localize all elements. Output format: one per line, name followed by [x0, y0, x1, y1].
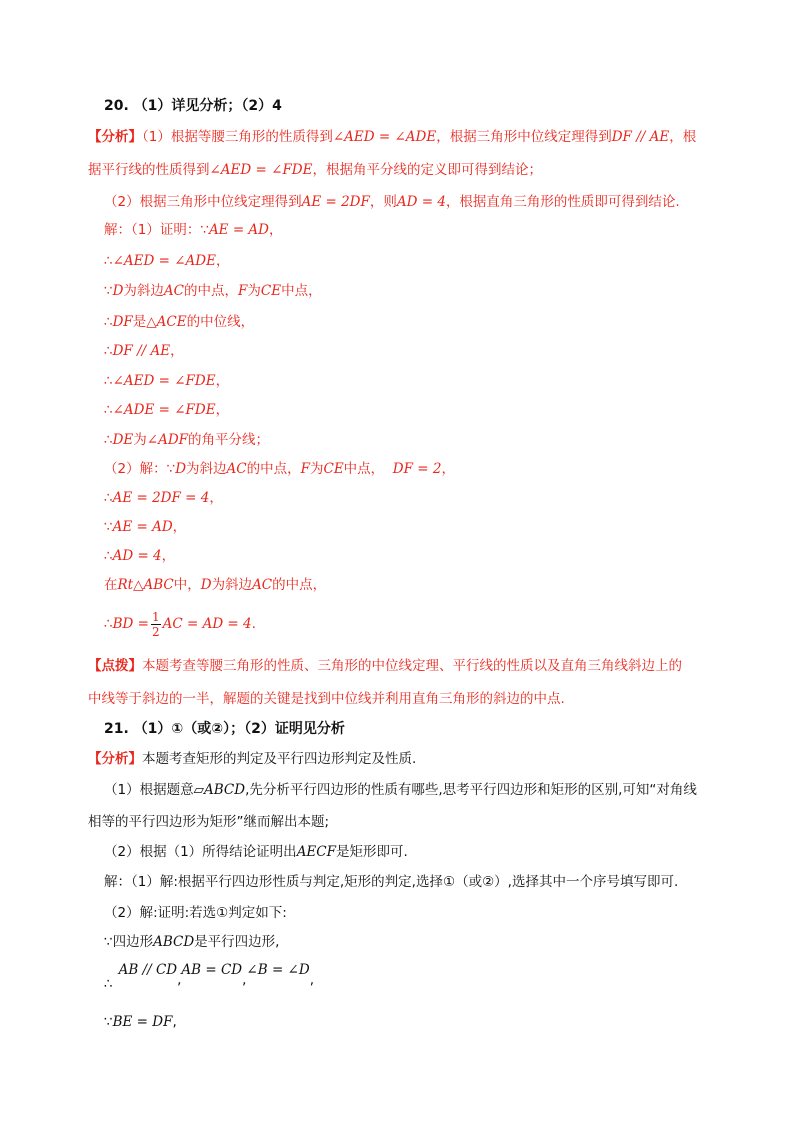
separator: , — [177, 972, 182, 988]
therefore-symbol: ∴ — [104, 343, 113, 359]
math: AC — [163, 283, 185, 299]
q20-tip-line1 — [88, 656, 682, 676]
math: AC = AD = 4 — [162, 616, 252, 632]
solution-text: 中点， — [343, 461, 385, 477]
math: ABCD — [153, 934, 195, 950]
q20-analysis-line1 — [88, 127, 696, 147]
solution-text: 为 — [247, 283, 261, 299]
because-symbol: ∵ — [104, 519, 113, 535]
solution-text: 为斜边 — [186, 461, 227, 477]
analysis-text: （1）根据题意 — [104, 782, 194, 798]
q20-solution-line7 — [104, 400, 229, 420]
analysis-text: ，根据直角三角形的性质即可得到结论. — [445, 194, 680, 210]
q21-solution-line3 — [104, 932, 279, 952]
q20-analysis-line2 — [88, 160, 542, 180]
solution-text: 的中点， — [184, 283, 239, 299]
because-symbol: ∵ — [104, 1014, 113, 1030]
q20-solution-line5 — [104, 341, 184, 361]
solution-text: 在 — [104, 577, 118, 593]
math: F — [300, 461, 310, 477]
analysis-text: ，根 — [669, 129, 697, 145]
q21-solution-line2: （2）解:证明:若选①判定如下: — [104, 905, 287, 921]
q20-solution-line1 — [104, 220, 283, 240]
tip-text: 中线等于斜边的一半，解题的关键是找到中位线并利用直角三角形的斜边的中点. — [88, 691, 565, 707]
math: AD = 4 — [112, 548, 162, 564]
analysis-text: ，根据角平分线的定义即可得到结论； — [312, 162, 542, 178]
therefore-symbol: ∴ — [104, 548, 113, 564]
math: △ACE — [146, 314, 187, 330]
solution-text: ， — [172, 519, 187, 535]
q20-solution-line4 — [104, 312, 254, 332]
q20-solution-line6 — [104, 371, 229, 391]
math: AD = 4 — [396, 194, 446, 210]
math: ∠AED = ∠ADE — [332, 129, 437, 145]
solution-text: 中， — [173, 577, 201, 593]
math: CE — [323, 461, 344, 477]
therefore-symbol: ∴ — [104, 253, 113, 269]
q20-solution-line9 — [104, 459, 455, 479]
solution-text: ， — [441, 461, 455, 477]
solution-text: , — [172, 1014, 177, 1030]
math: DF = 2 — [392, 461, 442, 477]
solution-text: ， — [161, 548, 176, 564]
analysis-text: 据平行线的性质得到 — [88, 162, 210, 178]
q21-analysis-line0 — [88, 749, 416, 769]
solution-text: 为 — [133, 432, 147, 448]
q20-header: 20. （1）详见分析；（2）4 — [104, 98, 282, 114]
tip-text: 本题考查等腰三角形的性质、三角形的中位线定理、平行线的性质以及直角三角线斜边上的 — [142, 658, 682, 674]
solution-text: ， — [215, 402, 230, 418]
separator: , — [242, 972, 247, 988]
solution-text: 的中点， — [272, 577, 327, 593]
therefore-symbol: ∴ — [104, 314, 113, 330]
therefore-symbol: ∴ — [104, 616, 113, 632]
fraction — [151, 610, 161, 639]
math: AB // CD — [118, 962, 178, 978]
math: AECF — [296, 844, 336, 860]
solution-text: 是平行四边形, — [194, 934, 280, 950]
analysis-text: ，根据三角形中位线定理得到 — [436, 129, 612, 145]
therefore-symbol: ∴ — [104, 490, 113, 506]
q20-solution-line2 — [104, 251, 229, 271]
math: AE = 2DF — [301, 194, 370, 210]
math: DF // AE — [611, 129, 670, 145]
therefore-symbol: ∴ — [104, 976, 113, 992]
analysis-text: 是矩形即可. — [336, 844, 408, 860]
math: AC — [252, 577, 273, 593]
math: ∠AED = ∠FDE — [209, 162, 313, 178]
solution-text: . — [251, 616, 256, 632]
math: F — [238, 283, 248, 299]
solution-text: 为斜边 — [123, 283, 164, 299]
separator: , — [309, 972, 314, 988]
q20-solution-line11 — [104, 517, 186, 537]
solution-text: ， — [269, 222, 283, 238]
q20-solution-line14 — [104, 608, 256, 640]
math: ∠ADE = ∠FDE — [112, 402, 216, 418]
therefore-symbol: ∴ — [104, 402, 113, 418]
q21-analysis-line2: 相等的平行四边形为矩形”继而解出本题; — [88, 814, 330, 830]
tip-tag: 【点拨】 — [88, 658, 142, 674]
math: AC — [226, 461, 247, 477]
q20-solution-line10 — [104, 488, 223, 508]
q21-solution-line4 — [104, 962, 314, 992]
fraction-denominator: 2 — [151, 624, 160, 639]
q21-solution-line1: 解：（1）解:根据平行四边形性质与判定,矩形的判定,选择①（或②）,选择其中一个序号填写即可. — [104, 874, 679, 890]
math: AE = 2DF = 4 — [112, 490, 210, 506]
therefore-symbol: ∴ — [104, 373, 113, 389]
math: ∠B = ∠D — [246, 962, 310, 978]
math: D — [200, 577, 212, 593]
q20-solution-line13 — [104, 575, 326, 595]
solution-text: 中点， — [281, 283, 322, 299]
q21-header: 21. （1）①（或②）；（2）证明见分析 — [104, 721, 345, 737]
solution-text: 的中点， — [246, 461, 301, 477]
solution-text: ， — [209, 490, 223, 506]
analysis-text: （1）根据等腰三角形的性质得到 — [142, 129, 333, 145]
fraction-numerator: 1 — [151, 609, 160, 624]
analysis-text: 本题考查矩形的判定及平行四边形判定及性质. — [142, 751, 417, 767]
q20-tip-line2 — [88, 689, 565, 709]
solution-text: ∵四边形 — [104, 934, 154, 950]
q20-solution-line3 — [104, 281, 322, 301]
q21-solution-line5 — [104, 1012, 177, 1032]
math: ∠AED = ∠FDE — [112, 373, 216, 389]
analysis-text: （2）根据（1）所得结论证明出 — [104, 844, 297, 860]
solution-text: 是 — [132, 314, 147, 330]
solution-text: 的中位线， — [186, 314, 255, 330]
q21-analysis-line1 — [104, 780, 697, 800]
solution-text: ， — [170, 343, 184, 359]
math: Rt△ABC — [117, 577, 174, 593]
math: D — [175, 461, 187, 477]
therefore-symbol: ∴ — [104, 432, 113, 448]
analysis-text: ,先分析平行四边形的性质有哪些,思考平行四边形和矩形的区别,可知“对角线 — [245, 782, 697, 798]
analysis-tag: 【分析】 — [88, 751, 142, 767]
q20-solution-line8 — [104, 430, 269, 450]
math: ∠AED = ∠ADE — [112, 253, 216, 269]
math: DF // AE — [112, 343, 171, 359]
solution-text: （2）解：∵ — [104, 461, 176, 477]
math: D — [112, 283, 124, 299]
because-symbol: ∵ — [104, 283, 113, 299]
solution-text: 为斜边 — [211, 577, 253, 593]
q20-analysis-line3 — [104, 192, 680, 212]
math: AE = AD — [112, 519, 173, 535]
math: DE — [112, 432, 134, 448]
analysis-text: （2）根据三角形中位线定理得到 — [104, 194, 302, 210]
solution-text: 为 — [309, 461, 324, 477]
math: AE = AD — [208, 222, 270, 238]
analysis-text: ，则 — [369, 194, 397, 210]
solution-text: ， — [215, 253, 230, 269]
solution-text: ， — [215, 373, 230, 389]
solution-text: 的角平分线； — [188, 432, 270, 448]
q20-solution-line12 — [104, 546, 175, 566]
math: BD = — [112, 616, 149, 632]
math: BE = DF — [112, 1014, 173, 1030]
math: ∠ADF — [146, 432, 189, 448]
math: DF — [112, 314, 133, 330]
analysis-tag: 【分析】 — [88, 129, 142, 145]
math: AB = CD — [181, 962, 243, 978]
q21-analysis-line3 — [104, 842, 408, 862]
solution-text: 解：（1）证明：∵ — [104, 222, 209, 238]
math: CE — [260, 283, 282, 299]
math: ▱ABCD — [193, 782, 246, 798]
